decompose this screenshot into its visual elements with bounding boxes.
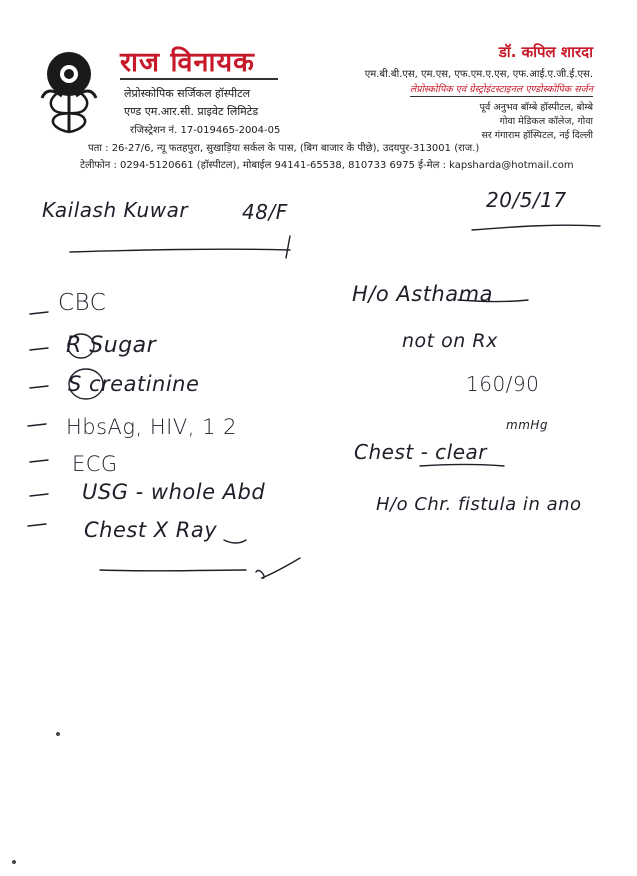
closing-line [100, 570, 246, 571]
investigation-item: Chest X Ray [84, 518, 218, 542]
address-line: पता : 26-27/6, न्यू फतहपुरा, सुखाड़िया सर्कल के पास, (बिग बाजार के पीछे), उदयपुर-313001 (राज.) [88, 143, 480, 154]
prescription-date: 20/5/17 [486, 188, 567, 212]
experience-line-2: गोवा मेडिकल कॉलेज, गोवा [499, 116, 593, 127]
bullet-dash [30, 312, 48, 314]
investigation-item: USG - whole Abd [82, 480, 266, 504]
blood-pressure: 160/90 [466, 372, 540, 396]
investigation-item: ECG [72, 452, 118, 476]
registration-number: रजिस्ट्रेशन नं. 17-019465-2004-05 [130, 125, 281, 136]
bullet-dash [28, 524, 46, 526]
ink-dot [13, 861, 15, 863]
bullet-dash [30, 348, 48, 350]
xray-underline [224, 540, 246, 543]
asthma-underline [458, 300, 528, 302]
bullet-dash [30, 460, 48, 462]
experience-line-1: पूर्व अनुभव बॉम्बे हॉस्पीटल, बोम्बे [479, 102, 593, 113]
chest-finding: Chest - clear [354, 440, 487, 464]
circle-mark [69, 369, 103, 399]
ink-dot [57, 733, 59, 735]
bullet-dash [30, 386, 48, 388]
closing-flourish [256, 558, 300, 578]
experience-line-3: सर गंगाराम हॉस्पिटल, नई दिल्ली [481, 130, 593, 141]
chest-underline [420, 465, 504, 467]
investigation-item: HbsAg, HIV, 1 2 [66, 415, 237, 439]
bullet-dash [30, 494, 48, 496]
history-fistula: H/o Chr. fistula in ano [376, 494, 582, 515]
investigation-item: S creatinine [68, 372, 200, 396]
hospital-name: राज विनायक [120, 47, 255, 78]
age-slash [286, 236, 290, 258]
patient-age-sex: 48/F [242, 200, 288, 224]
hospital-line-2: एण्ड एम.आर.सी. प्राइवेट लिमिटेड [124, 105, 259, 118]
history-asthma: H/o Asthama [352, 282, 493, 306]
circle-mark [68, 334, 94, 358]
investigation-item: R Sugar [66, 333, 157, 358]
bp-unit: mmHg [506, 418, 549, 432]
doctor-name: डॉ. कपिल शारदा [498, 43, 593, 61]
date-underline [472, 225, 600, 230]
contact-line: टेलीफोन : 0294-5120661 (हॉस्पीटल), मोबाईल 94141-65538, 810733 6975 ई-मेल : kapsharda@hotmail.com [80, 160, 574, 171]
bullet-dash [28, 424, 46, 426]
doctor-specialty: लेप्रोस्कोपिक एवं ग्रेस्ट्रोइंटस्टाइनल एण्डोस्कोपिक सर्जन [409, 84, 593, 95]
hospital-line-1: लेप्रोस्कोपिक सर्जिकल हॉस्पीटल [124, 87, 251, 100]
not-on-rx: not on Rx [402, 330, 498, 352]
patient-name: Kailash Kuwar [42, 198, 189, 222]
doctor-degrees: एम.बी.बी.एस, एम.एस, एफ.एम.ए.एस, एफ.आई.ए.जी.ई.एस. [364, 69, 593, 80]
patient-underline [70, 249, 290, 252]
investigation-item: CBC [58, 290, 107, 316]
